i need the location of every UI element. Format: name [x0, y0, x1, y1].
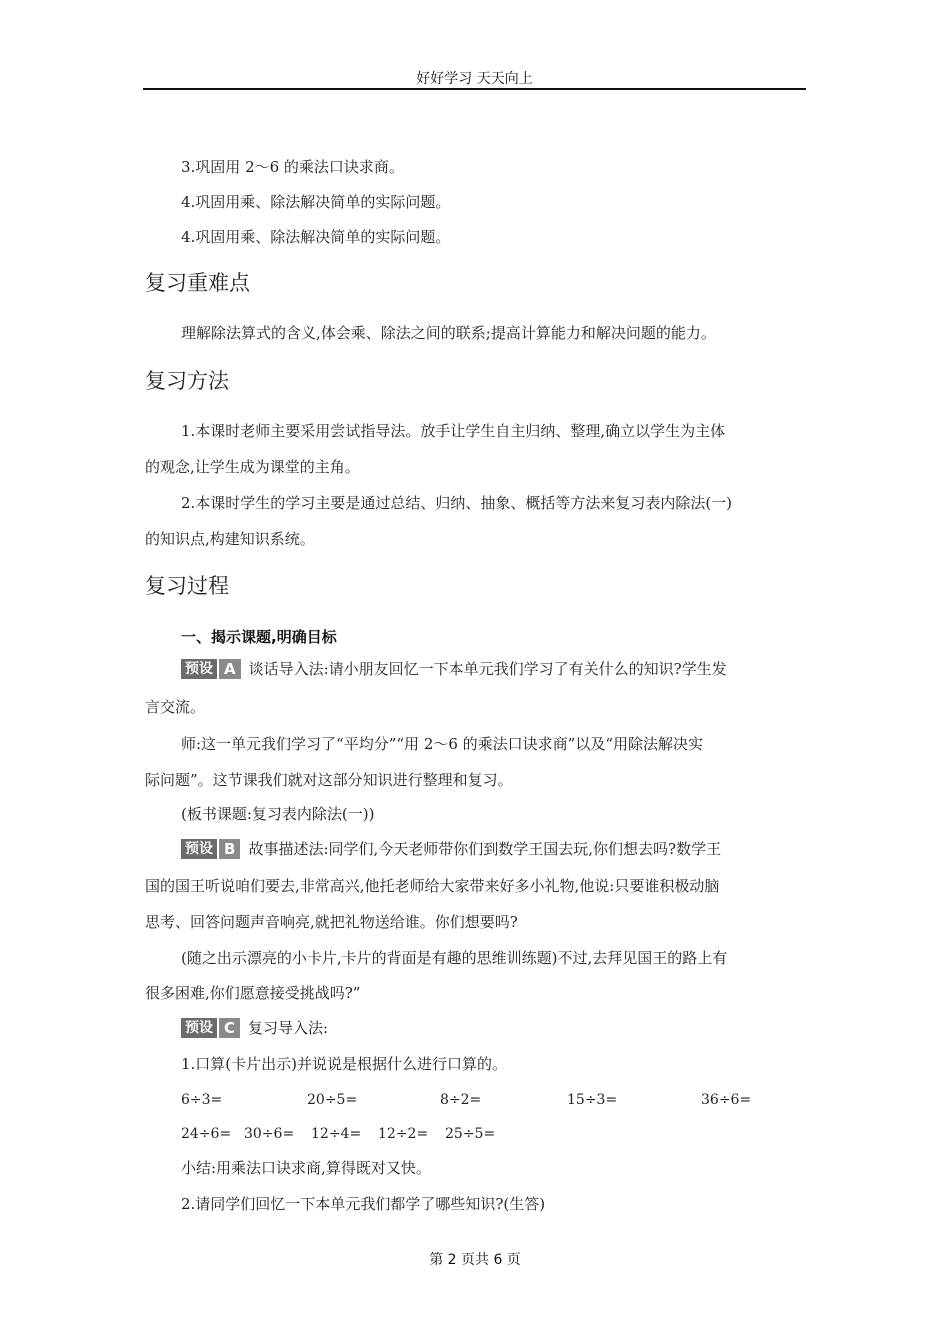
math-item: 25÷5=: [445, 1126, 496, 1142]
math-item: 12÷2=: [378, 1126, 429, 1142]
preset-a-badge: [181, 659, 241, 679]
preset-a-line4: 际问题”。这节课我们就对这部分知识进行整理和复习。: [145, 771, 513, 789]
preset-b-line5: 很多困难,你们愿意接受挑战吗?”: [145, 984, 361, 1002]
preset-c-row: [181, 1017, 328, 1039]
math-item: 8÷2=: [440, 1092, 482, 1108]
preset-b-line3: 思考、回答问题声音响亮,就把礼物送给谁。你们想要吗?: [145, 913, 518, 931]
preset-a-row: [181, 658, 727, 680]
preset-a-line1: 谈话导入法:请小朋友回忆一下本单元我们学习了有关什么的知识?学生发: [248, 660, 727, 678]
method-p2-line2: 的知识点,构建知识系统。: [145, 530, 315, 548]
difficulty-text: 理解除法算式的含义,体会乘、除法之间的联系;提高计算能力和解决问题的能力。: [181, 324, 716, 342]
preset-b-label: 预设: [181, 839, 217, 859]
preset-c-line1: 复习导入法:: [248, 1019, 329, 1037]
goal-item-4: 4.巩固用乘、除法解决简单的实际问题。: [181, 228, 451, 246]
section-title-method: 复习方法: [145, 369, 229, 393]
math-item: 12÷4=: [311, 1126, 362, 1142]
preset-b-letter: B: [219, 839, 240, 859]
header-text: 好好学习 天天向上: [416, 71, 533, 87]
math-item: 20÷5=: [307, 1092, 358, 1108]
math-item: 6÷3=: [181, 1092, 223, 1108]
preset-a-line3: 师:这一单元我们学习了“平均分”“用 2～6 的乘法口诀求商”以及“用除法解决实: [181, 735, 704, 753]
preset-c-label: 预设: [181, 1018, 217, 1038]
preset-a-line5: (板书课题:复习表内除法(一)): [181, 805, 375, 823]
preset-b-line4: (随之出示漂亮的小卡片,卡片的背面是有趣的思维训练题)不过,去拜见国王的路上有: [181, 949, 728, 967]
preset-a-line2: 言交流。: [145, 698, 206, 716]
section-title-difficulty: 复习重难点: [145, 271, 250, 295]
preset-b-line1: 故事描述法:同学们,今天老师带你们到数学王国去玩,你们想去吗?数学王: [248, 840, 722, 858]
page-header: [143, 68, 806, 90]
math-item: 15÷3=: [567, 1092, 618, 1108]
section-title-process: 复习过程: [145, 574, 229, 598]
preset-c-summary: 小结:用乘法口诀求商,算得既对又快。: [181, 1159, 431, 1177]
goal-item-3: 4.巩固用乘、除法解决简单的实际问题。: [181, 193, 451, 211]
method-p1-line1: 1.本课时老师主要采用尝试指导法。放手让学生自主归纳、整理,确立以学生为主体: [181, 422, 726, 440]
preset-c-letter: C: [219, 1018, 240, 1038]
preset-b-row: [181, 838, 721, 860]
method-p1-line2: 的观念,让学生成为课堂的主角。: [145, 458, 360, 476]
preset-b-line2: 国的国王听说咱们要去,非常高兴,他托老师给大家带来好多小礼物,他说:只要谁积极动脑: [145, 877, 720, 895]
preset-a-label: 预设: [181, 659, 217, 679]
preset-a-letter: A: [219, 659, 241, 679]
goal-item-2: 3.巩固用 2～6 的乘法口诀求商。: [181, 158, 404, 176]
preset-c-question2: 2.请同学们回忆一下本单元我们都学了哪些知识?(生答): [181, 1195, 546, 1213]
preset-b-badge: [181, 839, 240, 859]
math-item: 24÷6=: [181, 1126, 232, 1142]
method-p2-line1: 2.本课时学生的学习主要是通过总结、归纳、抽象、概括等方法来复习表内除法(一): [181, 494, 733, 512]
math-item: 30÷6=: [244, 1126, 295, 1142]
preset-c-line2: 1.口算(卡片出示)并说说是根据什么进行口算的。: [181, 1055, 508, 1073]
page-footer: 第 2 页共 6 页: [429, 1252, 521, 1268]
math-item: 36÷6=: [701, 1092, 752, 1108]
preset-c-badge: [181, 1018, 240, 1038]
process-subtitle-1: 一、揭示课题,明确目标: [181, 628, 337, 646]
